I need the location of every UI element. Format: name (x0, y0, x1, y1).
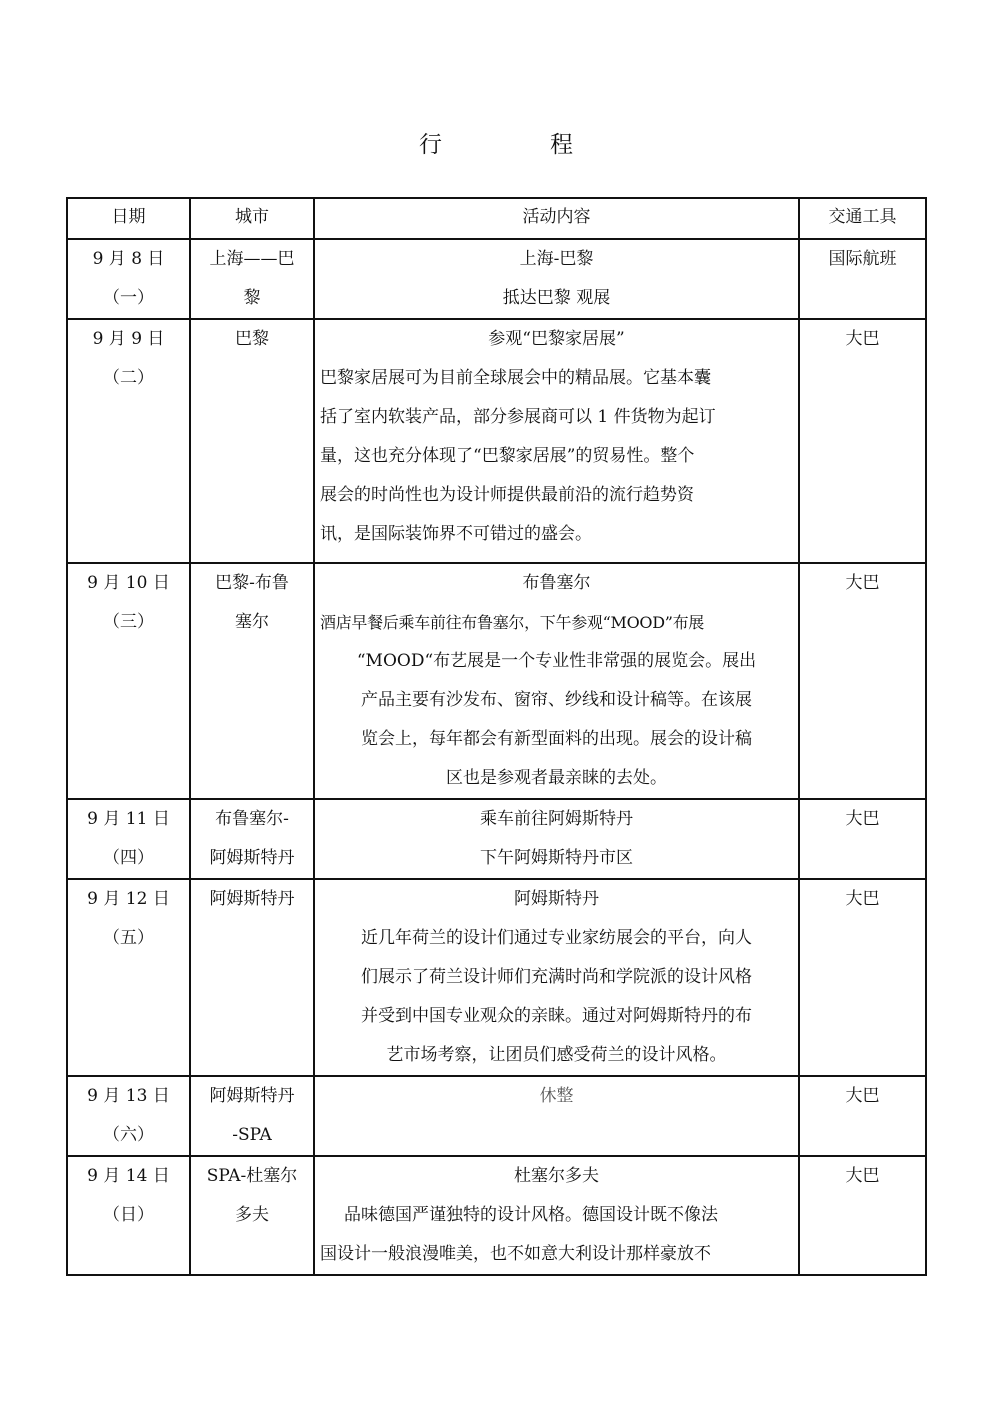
header-row (67, 198, 926, 239)
transport-cell: 国际航班 (799, 239, 926, 319)
table-row (67, 1156, 926, 1275)
transport-cell: 大巴 (799, 563, 926, 799)
activity-line: 巴黎家居展可为目前全球展会中的精品展。它基本囊 (320, 368, 711, 388)
header-city: 城市 (190, 198, 314, 239)
activity-line: 品味德国严谨独特的设计风格。德国设计既不像法 (344, 1205, 718, 1225)
city-line: 巴黎-布鲁 (215, 573, 289, 593)
activity-line: 并受到中国专业观众的亲睐。通过对阿姆斯特丹的布 (361, 1006, 752, 1026)
title-char-1: 行 (419, 132, 442, 158)
table-row (67, 879, 926, 1076)
date: 9 月 8 日 (92, 249, 165, 269)
date-cell (67, 1156, 190, 1275)
date: 9 月 12 日 (87, 889, 170, 909)
date-cell (67, 799, 190, 879)
date: 9 月 10 日 (87, 573, 170, 593)
date-cell (67, 239, 190, 319)
activity-line: 量，这也充分体现了“巴黎家居展”的贸易性。整个 (320, 446, 695, 466)
header-transport: 交通工具 (799, 198, 926, 239)
activity-line: “MOOD“布艺展是一个专业性非常强的展览会。展出 (356, 651, 757, 671)
activity-line: 们展示了荷兰设计师们充满时尚和学院派的设计风格 (361, 967, 752, 987)
date-cell (67, 319, 190, 563)
weekday: （六） (103, 1125, 154, 1145)
activity-heading: 阿姆斯特丹 (514, 889, 599, 909)
activity-line: 讯，是国际装饰界不可错过的盛会。 (320, 524, 592, 544)
activity-line: 近几年荷兰的设计们通过专业家纺展会的平台，向人 (361, 928, 752, 948)
city-line: 阿姆斯特丹 (209, 889, 295, 909)
transport-cell: 大巴 (799, 1156, 926, 1275)
activity-heading: 参观“巴黎家居展” (488, 329, 625, 349)
header-date: 日期 (67, 198, 190, 239)
date: 9 月 14 日 (87, 1166, 170, 1186)
weekday: （一） (103, 288, 154, 308)
activity-line: 览会上，每年都会有新型面料的出现。展会的设计稿 (361, 729, 752, 749)
city-line: SPA-杜塞尔 (206, 1166, 298, 1186)
table-row (67, 1076, 926, 1156)
date-cell (67, 1076, 190, 1156)
header-activity: 活动内容 (314, 198, 799, 239)
city-cell (190, 239, 314, 319)
city-line: 阿姆斯特丹 (209, 848, 295, 868)
table-row (67, 563, 926, 799)
itinerary-table (66, 197, 927, 1276)
activity-cell (314, 879, 799, 1076)
activity-line: 括了室内软装产品，部分参展商可以 1 件货物为起订 (320, 407, 716, 427)
activity-heading: 杜塞尔多夫 (514, 1166, 599, 1186)
table-row (67, 799, 926, 879)
activity-line: 下午阿姆斯特丹市区 (480, 848, 633, 868)
activity-line: 酒店早餐后乘车前往布鲁塞尔，下午参观“MOOD”布展 (320, 613, 705, 632)
activity-heading: 乘车前往阿姆斯特丹 (480, 809, 633, 829)
transport-cell: 大巴 (799, 319, 926, 563)
city-line: 巴黎 (235, 329, 269, 349)
city-cell (190, 563, 314, 799)
activity-heading: 上海-巴黎 (519, 249, 594, 269)
date-cell (67, 563, 190, 799)
weekday: （五） (103, 928, 154, 948)
activity-line: 国设计一般浪漫唯美，也不如意大利设计那样豪放不 (320, 1244, 711, 1264)
activity-line: 抵达巴黎 观展 (502, 288, 611, 308)
city-line: 阿姆斯特丹 (209, 1086, 295, 1106)
city-cell (190, 879, 314, 1076)
city-line: 塞尔 (235, 612, 269, 632)
city-line: 多夫 (235, 1205, 269, 1225)
activity-line: 区也是参观者最亲睐的去处。 (446, 768, 667, 788)
table-row (67, 239, 926, 319)
activity-cell (314, 563, 799, 799)
weekday: （日） (103, 1205, 154, 1225)
activity-heading: 布鲁塞尔 (522, 573, 591, 593)
city-cell (190, 1076, 314, 1156)
weekday: （四） (103, 848, 154, 868)
activity-cell (314, 1156, 799, 1275)
city-line: 布鲁塞尔- (215, 809, 289, 829)
city-line: 上海——巴 (209, 249, 295, 269)
date: 9 月 9 日 (92, 329, 165, 349)
transport-cell: 大巴 (799, 1076, 926, 1156)
date: 9 月 13 日 (87, 1086, 170, 1106)
weekday: （三） (103, 612, 154, 632)
activity-line: 艺市场考察，让团员们感受荷兰的设计风格。 (386, 1045, 727, 1065)
city-cell (190, 799, 314, 879)
city-cell (190, 1156, 314, 1275)
city-line: -SPA (232, 1125, 272, 1145)
transport-cell: 大巴 (799, 879, 926, 1076)
activity-line: 展会的时尚性也为设计师提供最前沿的流行趋势资 (320, 485, 694, 505)
activity-line: 产品主要有沙发布、窗帘、纱线和设计稿等。在该展 (361, 690, 752, 710)
activity-cell (314, 799, 799, 879)
page-title (0, 128, 992, 162)
transport-cell: 大巴 (799, 799, 926, 879)
weekday: （二） (103, 368, 154, 388)
activity-heading: 休整 (539, 1086, 574, 1106)
activity-cell (314, 319, 799, 563)
date-cell (67, 879, 190, 1076)
date: 9 月 11 日 (87, 809, 170, 829)
title-char-2: 程 (550, 132, 573, 158)
city-cell (190, 319, 314, 563)
city-line: 黎 (243, 288, 261, 308)
table-row (67, 319, 926, 563)
activity-cell (314, 1076, 799, 1156)
activity-cell (314, 239, 799, 319)
